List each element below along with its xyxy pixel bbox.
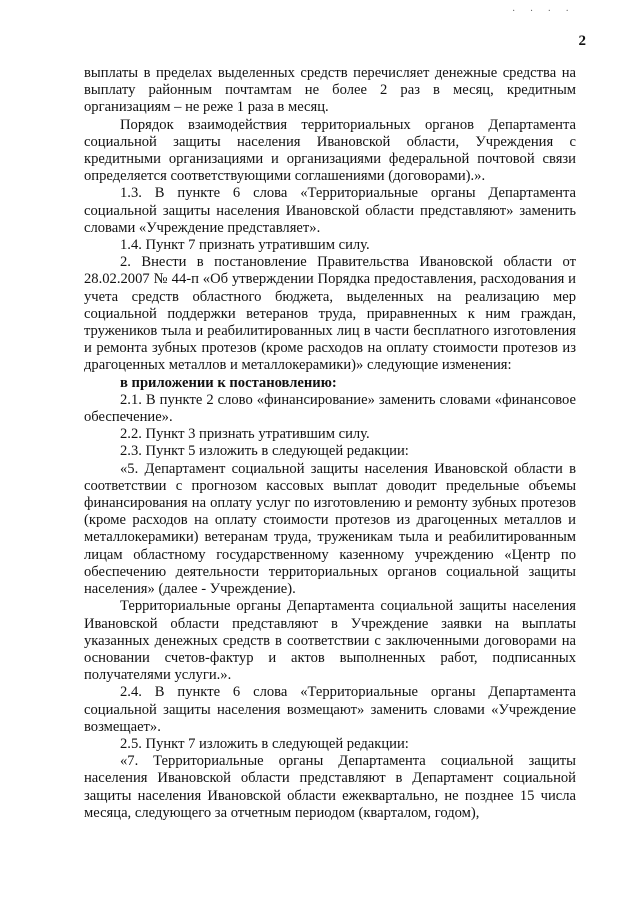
paragraph-2-1: 2.1. В пункте 2 слово «финансирование» заменить словами «финансовое обеспечение». — [84, 391, 576, 426]
paragraph-1-4: 1.4. Пункт 7 признать утратившим силу. — [120, 237, 370, 254]
paragraph-2-4: 2.4. В пункте 6 слова «Территориальные органы Департамента социальной защиты населения возмещают» заменить словами «Учреждение возмещает». — [84, 684, 576, 735]
document-body — [84, 65, 576, 822]
paragraph-2-5: 2.5. Пункт 7 изложить в следующей редакции: — [120, 735, 409, 752]
paragraph-1-3: 1.3. В пункте 6 слова «Территориальные органы Департамента социальной защиты населения Ивановской области представляют» заменить словами «Учреждение представляет». — [84, 185, 576, 236]
paragraph-2-3: 2.3. Пункт 5 изложить в следующей редакции: — [120, 443, 409, 460]
scan-marks: · · · · — [512, 6, 575, 17]
paragraph-point-5: «5. Департамент социальной защиты населения Ивановской области в соответствии с прогнозом кассовых выплат доводит предельные объемы финансирования на оплату услуг по изготовлению и ремонту зубных протезов (кроме расходов на оплату стоимости протезов из драгоценных металлов и металлокерамики) ветеранам труда, труженикам тыла и реабилитированным лицам областному государственному казенному учреждению «Центр по обеспечению деятельности территориальных органов социальной защиты населения» (далее - Учреждение). — [84, 460, 576, 598]
paragraph-territorial-bodies: Территориальные органы Департамента социальной защиты населения Ивановской области представляют в Учреждение заявки на выплаты указанных денежных средств в соответствии с заключенными договорами на основании счетов-фактур и актов выполненных работ, подписанных получателями услуги.». — [84, 598, 576, 684]
page-number: 2 — [578, 33, 586, 49]
paragraph-point-7: «7. Территориальные органы Департамента социальной защиты населения Ивановской области представляют в Департамент социальной защиты населения Ивановской области ежеквартально, не позднее 15 числа месяца, следующего за отчетным периодом (кварталом, годом), — [84, 753, 576, 821]
paragraph-interaction-order: Порядок взаимодействия территориальных органов Департамента социальной защиты населения Ивановской области, Учреждения с кредитными организациями и организациями федеральной почтовой связи определяется соответствующими соглашениями (договорами).». — [84, 116, 576, 185]
paragraph-continuation: выплаты в пределах выделенных средств перечисляет денежные средства на выплату районным почтамтам не более 2 раз в месяц, кредитным организациям – не реже 1 раза в месяц. — [84, 65, 576, 116]
paragraph-2: 2. Внести в постановление Правительства Ивановской области от 28.02.2007 № 44-п «Об утверждении Порядка предоставления, расходования и учета средств областного бюджета, выделенных на реализацию мер социальной поддержки ветеранов труда, приравненных к ним граждан, тружеников тыла и реабилитированных лиц в части бесплатного изготовления и ремонта зубных протезов (кроме расходов на оплату стоимости протезов из драгоценных металлов и металлокерамики)» следующие изменения: — [84, 254, 576, 374]
paragraph-annex-heading: в приложении к постановлению: — [120, 374, 337, 391]
paragraph-2-2: 2.2. Пункт 3 признать утратившим силу. — [120, 426, 370, 443]
